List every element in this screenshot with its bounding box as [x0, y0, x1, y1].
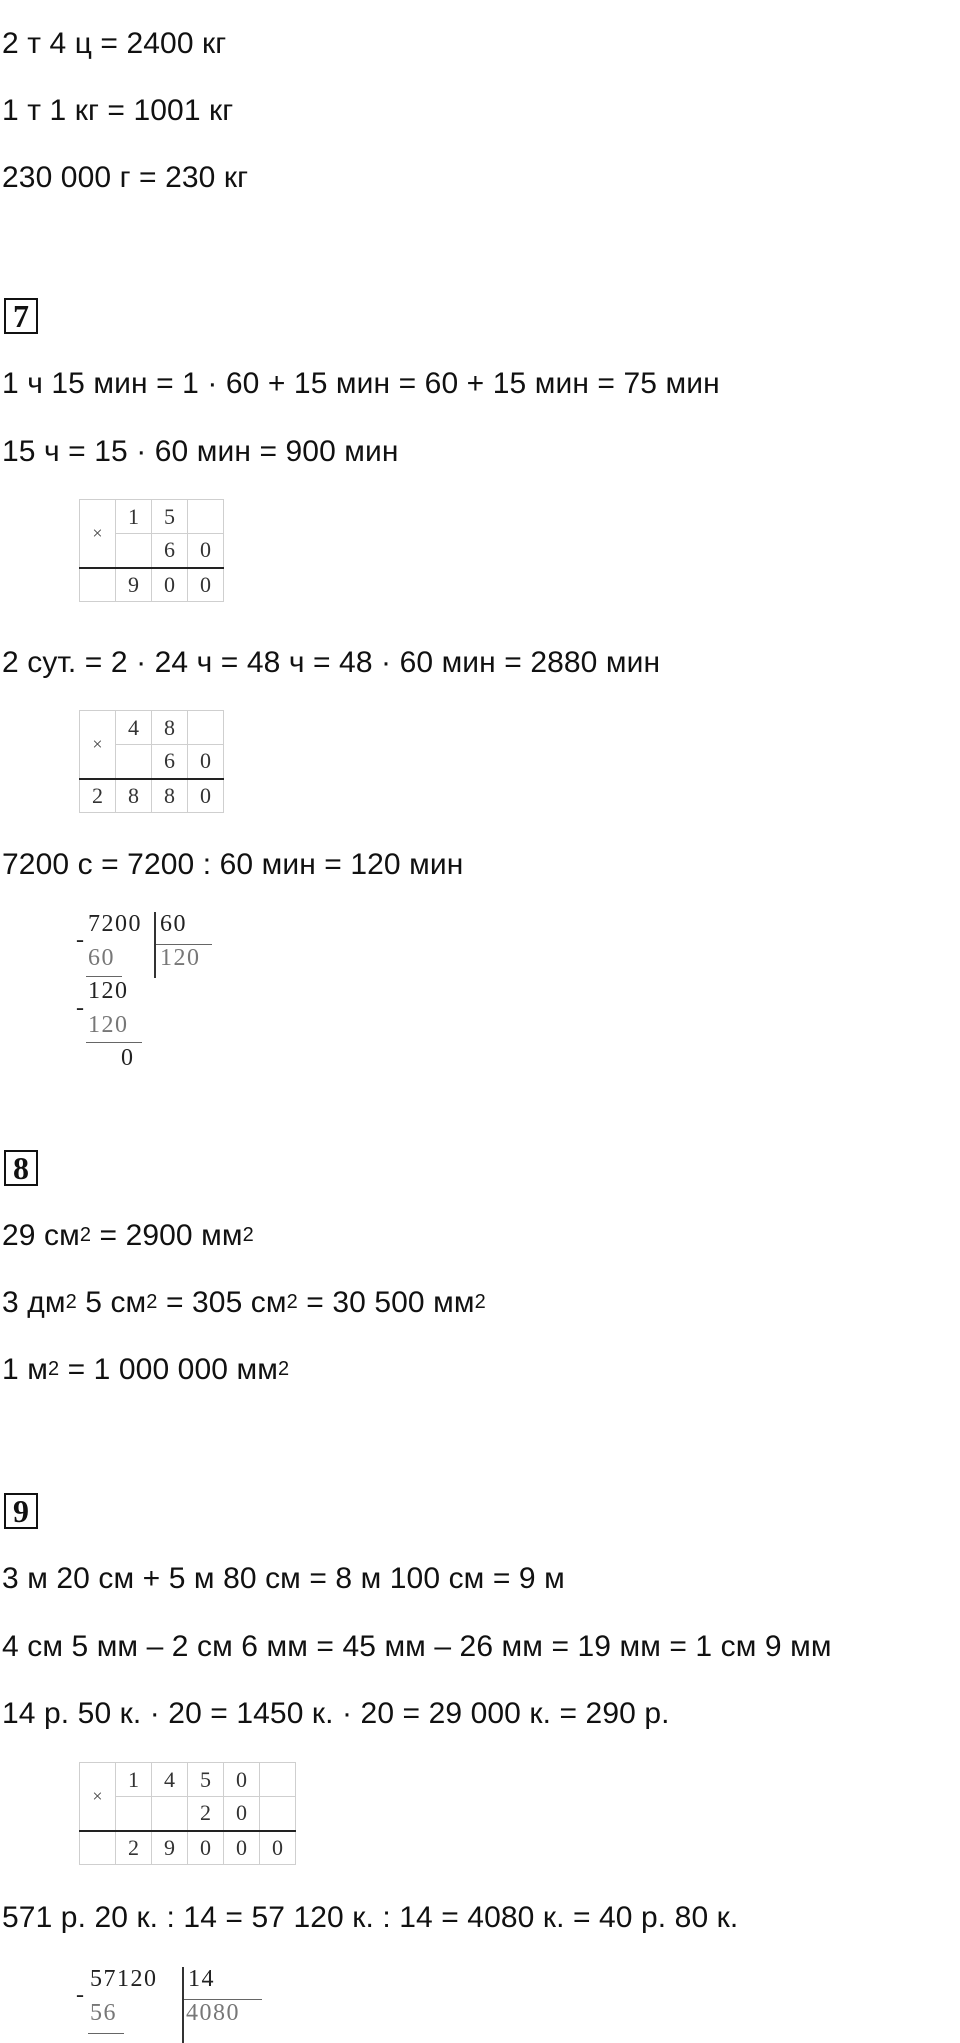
exponent: 2	[65, 1291, 77, 1313]
remainder: 0	[121, 1045, 135, 1071]
digit-cell: 5	[152, 500, 188, 534]
equation-line: 7200 с = 7200 : 60 мин = 120 мин	[2, 848, 464, 881]
digit-cell: 0	[224, 1831, 260, 1865]
digit-cell: 0	[260, 1831, 296, 1865]
digit-cell: 2	[116, 1831, 152, 1865]
division-bar	[182, 1967, 184, 2043]
equation-line: 1 т 1 кг = 1001 кг	[2, 94, 234, 127]
equation-line: 14 р. 50 к. · 20 = 1450 к. · 20 = 29 000 к. = 290 р.	[2, 1697, 670, 1730]
remainder: 120	[88, 978, 129, 1004]
equation-line	[2, 1216, 254, 1256]
digit-cell: 6	[152, 534, 188, 568]
digit-cell: 0	[188, 779, 224, 813]
equation-line: 571 р. 20 к. : 14 = 57 120 к. : 14 = 4080 к. = 40 р. 80 к.	[2, 1901, 739, 1934]
exponent: 2	[47, 1358, 60, 1380]
task-number-9: 9	[4, 1493, 38, 1529]
digit-cell: 8	[152, 779, 188, 813]
equation-line: 230 000 г = 230 кг	[2, 161, 249, 194]
subtraction-line	[86, 1042, 142, 1043]
digit-cell: 8	[152, 711, 188, 745]
digit-cell: 9	[152, 1831, 188, 1865]
term: 1 м	[2, 1353, 48, 1386]
digit-cell: 1	[116, 1763, 152, 1797]
digit-cell: 6	[152, 745, 188, 779]
digit-cell: 0	[188, 1831, 224, 1865]
subtrahend: 120	[88, 1012, 129, 1038]
term: 3 дм	[2, 1286, 66, 1319]
digit-cell: 5	[188, 1763, 224, 1797]
equation-line: 3 м 20 см + 5 м 80 см = 8 м 100 см = 9 м	[2, 1562, 565, 1595]
exponent: 2	[242, 1224, 254, 1246]
exponent: 2	[277, 1358, 290, 1380]
long-division	[78, 910, 218, 1080]
equation-line: 4 см 5 мм – 2 см 6 мм = 45 мм – 26 мм = 19 мм = 1 см 9 мм	[2, 1630, 832, 1663]
subtraction-line	[88, 2033, 124, 2034]
term: 29 см	[2, 1219, 80, 1252]
equation-line: 15 ч = 15 · 60 мин = 900 мин	[2, 435, 399, 468]
multiply-sign: ×	[80, 711, 116, 779]
quotient: 120	[160, 945, 201, 971]
term: = 1 000 000 мм	[59, 1353, 278, 1386]
digit-cell	[260, 1763, 296, 1797]
task-number-8: 8	[4, 1150, 38, 1186]
divisor: 60	[160, 911, 187, 937]
subtrahend: 60	[88, 945, 115, 971]
digit-cell: 0	[224, 1763, 260, 1797]
minus-sign: -	[76, 927, 86, 953]
multiply-sign: ×	[80, 1763, 116, 1831]
equation-line	[2, 1350, 289, 1390]
term: = 2900 мм	[91, 1219, 243, 1252]
digit-cell: 4	[152, 1763, 188, 1797]
equation-line: 2 сут. = 2 · 24 ч = 48 ч = 48 · 60 мин = 2880 мин	[2, 646, 661, 679]
term: = 305 см	[157, 1286, 287, 1319]
multiplication-table	[79, 1762, 296, 1865]
digit-cell	[116, 534, 152, 568]
multiply-sign: ×	[80, 500, 116, 568]
division-bar	[154, 912, 156, 978]
equation-line	[2, 1283, 486, 1323]
digit-cell	[116, 1797, 152, 1831]
minus-sign: -	[76, 995, 86, 1021]
digit-cell	[188, 500, 224, 534]
multiplication-table	[79, 710, 224, 813]
digit-cell	[116, 745, 152, 779]
digit-cell: 8	[116, 779, 152, 813]
equation-line: 1 ч 15 мин = 1 · 60 + 15 мин = 60 + 15 мин = 75 мин	[2, 367, 720, 400]
digit-cell: 0	[188, 745, 224, 779]
exponent: 2	[79, 1224, 92, 1246]
digit-cell	[260, 1797, 296, 1831]
minus-sign: -	[76, 1982, 86, 2008]
task-number-7: 7	[4, 298, 38, 334]
digit-cell	[80, 1831, 116, 1865]
digit-cell: 0	[188, 534, 224, 568]
exponent: 2	[146, 1291, 158, 1313]
digit-cell: 2	[188, 1797, 224, 1831]
digit-cell: 0	[224, 1797, 260, 1831]
dividend: 7200	[88, 911, 142, 937]
term: = 30 500 мм	[297, 1286, 475, 1319]
multiplication-table	[79, 499, 224, 602]
digit-cell: 2	[80, 779, 116, 813]
digit-cell: 0	[188, 568, 224, 602]
equation-line: 2 т 4 ц = 2400 кг	[2, 27, 227, 60]
digit-cell: 1	[116, 500, 152, 534]
long-division	[78, 1965, 278, 2043]
subtrahend: 56	[90, 2000, 117, 2026]
quotient: 4080	[186, 2000, 240, 2026]
exponent: 2	[474, 1291, 486, 1313]
digit-cell	[152, 1797, 188, 1831]
digit-cell	[188, 711, 224, 745]
digit-cell	[80, 568, 116, 602]
digit-cell: 0	[152, 568, 188, 602]
dividend: 57120	[90, 1966, 158, 1992]
divisor: 14	[188, 1966, 215, 1992]
digit-cell: 4	[116, 711, 152, 745]
digit-cell: 9	[116, 568, 152, 602]
term: 5 см	[76, 1286, 147, 1319]
exponent: 2	[286, 1291, 298, 1313]
